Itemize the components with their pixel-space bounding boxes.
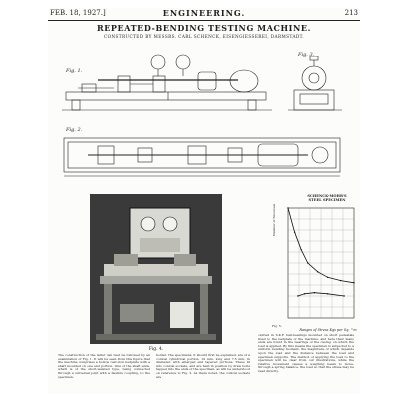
chart-point (304, 293, 305, 294)
fig1-gauge-right (176, 55, 190, 69)
header-page-number: 213 (344, 9, 358, 17)
fig2-label: Fig. 2. (66, 127, 83, 133)
chart-point (294, 232, 295, 233)
text-column-3 (258, 334, 354, 394)
fig4-caption: Fig. 4. (148, 347, 164, 352)
chart-point (314, 292, 315, 293)
chart-point (353, 282, 354, 283)
chart-title: SCHENCK-MOHR'S STEEL SPECIMEN (307, 194, 347, 202)
article-subtitle: CONSTRUCTED BY MESSRS. CARL SCHENCK, EISENGIESSEREI, DARMSTADT. (104, 34, 304, 39)
chart-point (343, 295, 344, 296)
chart-xlabel: Ranges of Stress Kgs per Sq. ^m (299, 328, 357, 332)
chart-point (307, 262, 308, 263)
fig1-elevation-drawing (58, 48, 280, 120)
fig4-photograph (90, 194, 222, 344)
fig2-plan-drawing (58, 130, 350, 180)
fig5-chart (280, 188, 360, 326)
text-column-3-body: carried in S.K.F. ball-bearings mounted on short pedestals fixed to the bedplate of the machine, and here their many ends are found in the bearings of the casing, on which the load is applied. By this means the specimen is subjected to a uniform bending moment, the magnitude of which depends upon the load and the distance between the load and specimen supports. The method of applying the load to the specimen will be clear from our illustrations, while the relative movement causes a weighing beam to move, through a spring balance, the load so that the stress may be read directly. (258, 334, 354, 373)
header-journal: ENGINEERING. (162, 8, 246, 18)
text-column-2 (156, 354, 250, 394)
chart-point (327, 277, 328, 278)
fig5-label: Fig. 5. (272, 324, 282, 328)
text-column-2-body: holder. The specimens, it should first be explained, are of a conical cylindrical portion, 10 mm. long and 7.5 mm. in diameter, with enlarged end tapered portions. These fit into conical sockets, and are held in position by draw bolts tapped into the ends of the specimen, as will be understood on reference to Fig. 2. As there noted, the conical sockets are (156, 354, 250, 379)
text-column-1 (58, 354, 150, 394)
chart-point (327, 293, 328, 294)
chart-point (301, 249, 302, 250)
chart-point (287, 207, 288, 208)
chart-point (317, 271, 318, 272)
fig3-label: Fig. 3. (298, 52, 315, 58)
fig1-gauge-left (151, 55, 165, 69)
fig3-end-elevation-drawing (282, 56, 350, 118)
document-page (48, 8, 360, 394)
fig1-bedplate (66, 92, 266, 100)
article-title: REPEATED-BENDING TESTING MACHINE. (96, 23, 312, 33)
chart-ylabel: Number of Reversals (272, 203, 276, 236)
chart-point (340, 280, 341, 281)
text-column-1-body: The construction of the latter can best be followed by an examination of Fig. 1. It will be seen from this figure that the machine comprises a hollow cast-iron bedplate with a shaft mounted on one end portion. One of the shaft ends, which is of the short-waisted type, being connected through a universal joint with a flexible coupling, to the specimen. (58, 354, 150, 379)
fig1-motor (230, 70, 258, 92)
header-date: FEB. 18, 1927.] (50, 9, 106, 17)
fig4-photo-content (90, 194, 222, 344)
chart-point (297, 295, 298, 296)
fig1-label: Fig. 1. (66, 68, 83, 74)
running-header (48, 8, 360, 21)
